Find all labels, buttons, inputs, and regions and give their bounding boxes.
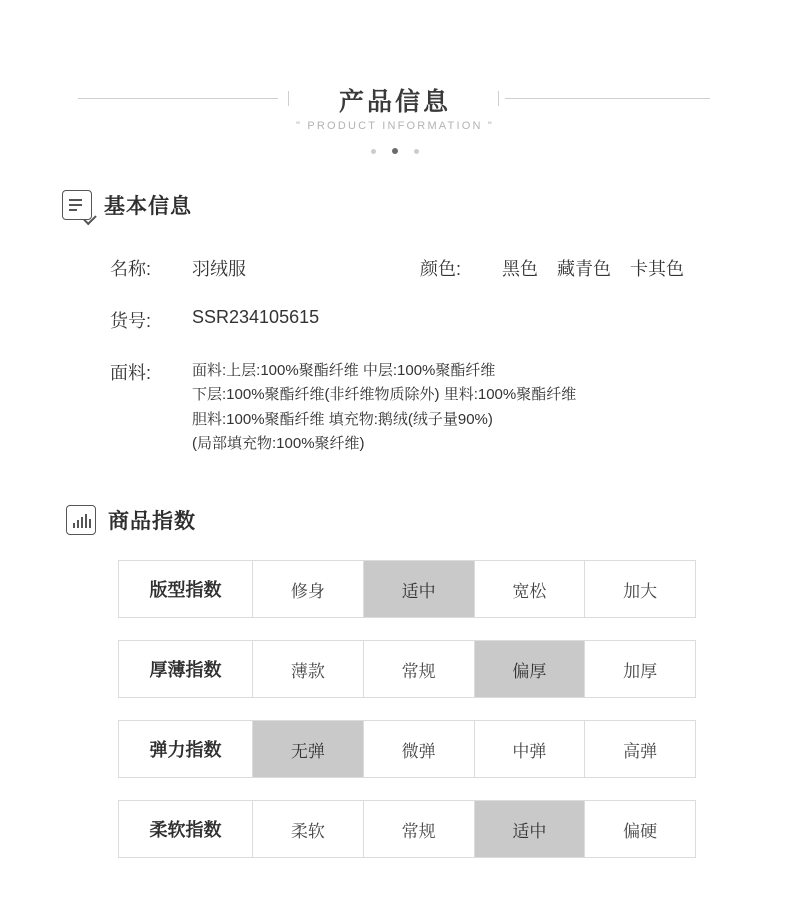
info-row-code xyxy=(110,307,730,333)
color-value: 藏青色 xyxy=(557,259,612,279)
index-option[interactable]: 常规 xyxy=(363,801,474,857)
index-option[interactable]: 常规 xyxy=(363,641,474,697)
index-option-selected[interactable]: 适中 xyxy=(363,561,474,617)
index-row-label: 弹力指数 xyxy=(149,740,222,760)
bar-chart-icon xyxy=(66,505,96,535)
index-option[interactable]: 薄款 xyxy=(252,641,363,697)
index-option-selected[interactable]: 适中 xyxy=(474,801,585,857)
fabric-value xyxy=(192,359,576,456)
document-check-icon xyxy=(62,190,92,220)
info-row-fabric xyxy=(110,359,730,456)
color-label: 颜色: xyxy=(420,259,462,279)
page-banner xyxy=(0,60,790,170)
product-index-table xyxy=(118,560,696,880)
page-title: 产品信息 xyxy=(338,88,451,116)
section-title-product-index: 商品指数 xyxy=(108,510,196,533)
index-row-fit xyxy=(118,560,696,618)
carousel-dot[interactable] xyxy=(414,149,419,154)
fabric-label: 面料: xyxy=(110,363,152,383)
index-option[interactable]: 高弹 xyxy=(584,721,695,777)
index-option[interactable]: 微弹 xyxy=(363,721,474,777)
index-option[interactable]: 加厚 xyxy=(584,641,695,697)
code-label: 货号: xyxy=(110,311,152,331)
basic-info-block xyxy=(110,255,730,456)
color-value: 黑色 xyxy=(502,259,538,279)
index-option[interactable]: 修身 xyxy=(252,561,363,617)
index-option-selected[interactable]: 偏厚 xyxy=(474,641,585,697)
index-row-label: 版型指数 xyxy=(149,580,222,600)
info-row-name-color xyxy=(110,255,730,281)
color-value: 卡其色 xyxy=(630,259,685,279)
color-value-list xyxy=(502,255,698,281)
name-label: 名称: xyxy=(110,259,152,279)
fabric-line: 胆料:100%聚酯纤维 填充物:鹅绒(绒子量90%) xyxy=(192,410,493,428)
carousel-dot-active[interactable] xyxy=(392,148,398,154)
fabric-line: 下层:100%聚酯纤维(非纤维物质除外) 里料:100%聚酯纤维 xyxy=(192,386,577,404)
index-row-thickness xyxy=(118,640,696,698)
index-option[interactable]: 偏硬 xyxy=(584,801,695,857)
index-option[interactable]: 加大 xyxy=(584,561,695,617)
fabric-line: 面料:上层:100%聚酯纤维 中层:100%聚酯纤维 xyxy=(192,362,496,379)
section-heading-basic-info xyxy=(62,190,192,220)
index-row-softness xyxy=(118,800,696,858)
name-value: 羽绒服 xyxy=(192,259,246,279)
index-row-label: 柔软指数 xyxy=(149,820,222,840)
fabric-line: (局部填充物:100%聚纤维) xyxy=(192,434,365,452)
index-option[interactable]: 柔软 xyxy=(252,801,363,857)
index-option[interactable]: 宽松 xyxy=(474,561,585,617)
index-row-elasticity xyxy=(118,720,696,778)
section-heading-product-index xyxy=(66,505,196,535)
carousel-dot[interactable] xyxy=(371,149,376,154)
index-row-label: 厚薄指数 xyxy=(149,660,222,680)
carousel-dots xyxy=(0,148,790,154)
page-subtitle: " PRODUCT INFORMATION " xyxy=(296,120,494,132)
code-value: SSR234105615 xyxy=(192,307,320,327)
section-title-basic-info: 基本信息 xyxy=(104,195,192,218)
index-option[interactable]: 中弹 xyxy=(474,721,585,777)
index-option-selected[interactable]: 无弹 xyxy=(252,721,363,777)
